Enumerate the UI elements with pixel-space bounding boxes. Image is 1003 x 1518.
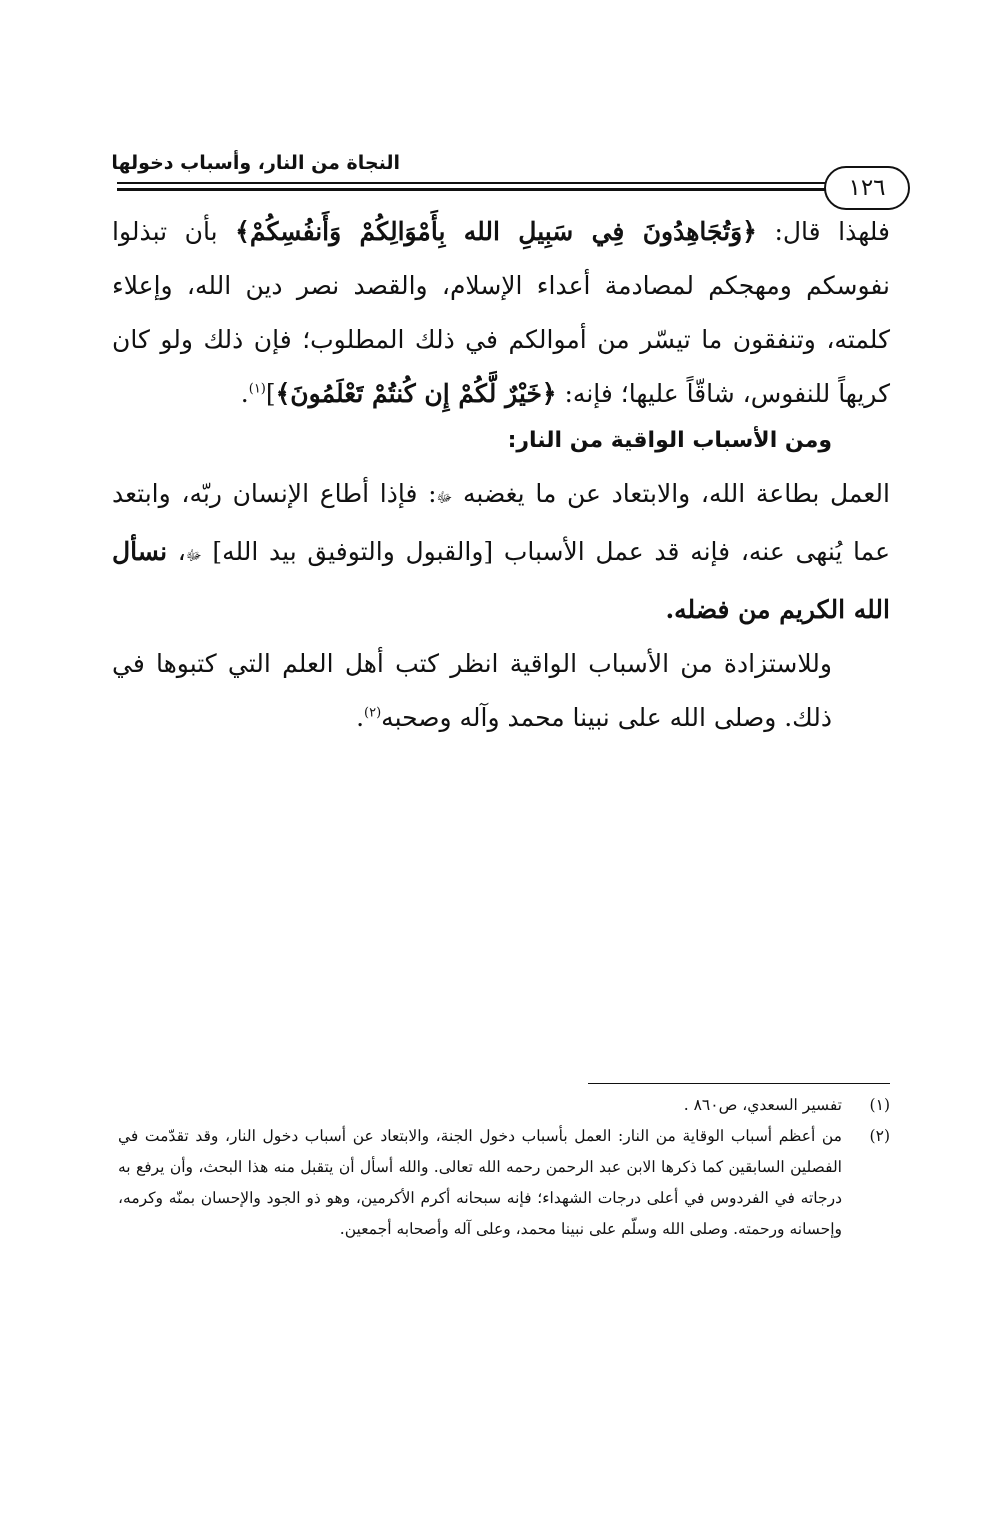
footnote-number: (٢) [869,1127,890,1145]
section-heading: ومن الأسباب الواقية من النار: [507,428,832,453]
footnote-ref-2[interactable]: (٢) [364,705,382,721]
header-rule-thick [117,188,829,191]
footnote-text: تفسير السعدي، ص٨٦٠ . [683,1096,842,1114]
p2-middle: : فإذا أطاع الإنسان ربّه، وابتعد عما يُنهى عنه، فإنه قد عمل الأسباب [والقبول والتوفيق بيد الله] [112,479,891,566]
footnote-text: من أعظم أسباب الوقاية من النار: العمل بأسباب دخول الجنة، والابتعاد عن أسباب دخول النار، وقد تقدّمت في الفصلين السابقين كما ذكرها الابن عبد الرحمن رحمه الله تعالى. والله أسأل أن يتقبل منه هذا البحث، وأن يرفع به درجاته في الفردوس في أعلى درجات الشهداء؛ فإنه سبحانه أكرم الأكرمين، وهو ذو الجود والإحسان بمنّه وكرمه، وإحسانه ورحمته. وصلى الله وسلّم على نبينا محمد، وعلى آله وأصحابه أجمعين. [118,1127,842,1238]
p3-text: وللاستزادة من الأسباب الواقية انظر كتب أهل العلم التي كتبوها في ذلك. وصلى الله على نبينا محمد وآله وصحبه [112,649,832,732]
footnotes [118,1090,890,1245]
header-rule-thin [117,182,825,184]
p2-bold-prayer: نسأل الله الكريم من فضله. [112,537,890,624]
p1-close-bracket: ] [265,379,276,408]
page-number-badge [824,166,910,210]
running-title: النجاة من النار، وأسباب دخولها [111,152,400,174]
footnote-2 [118,1121,890,1245]
footnote-1 [118,1090,890,1121]
main-text [112,205,890,745]
honorific-glyph-2: ﷻ [185,548,202,564]
paragraph-2 [112,467,890,637]
p1-start: فلهذا قال: [756,217,890,246]
honorific-glyph-1: ﷻ [436,490,453,506]
p2-sep: ، [167,537,186,566]
p1-middle: بأن تبذلوا نفوسكم ومهجكم لمصادمة أعداء الإسلام، والقصد نصر دين الله، وإعلاء كلمته، وتنفقون ما تيسّر من أموالكم في ذلك المطلوب؛ فإن ذلك ولو كان كريهاً للنفوس، شاقّاً عليها؛ فإنه: [112,217,890,408]
paragraph-3 [112,637,890,745]
p3-end: . [356,703,365,732]
p2-start: العمل بطاعة الله، والابتعاد عن ما يغضبه [452,479,890,508]
footnote-separator [588,1083,890,1084]
quran-verse-1: ﴿وَتُجَاهِدُونَ فِي سَبِيلِ الله بِأَمْوَالِكُمْ وَأَنفُسِكُمْ﴾ [235,217,757,246]
footnote-ref-1[interactable]: (١) [248,381,266,397]
paragraph-1 [112,205,890,421]
footnote-number: (١) [869,1096,890,1114]
quran-verse-2: ﴿خَيْرٌ لَّكُمْ إِن كُنتُمْ تَعْلَمُونَ﴾ [275,379,557,408]
page-number: ١٢٦ [848,175,886,201]
p1-end: . [240,379,249,408]
